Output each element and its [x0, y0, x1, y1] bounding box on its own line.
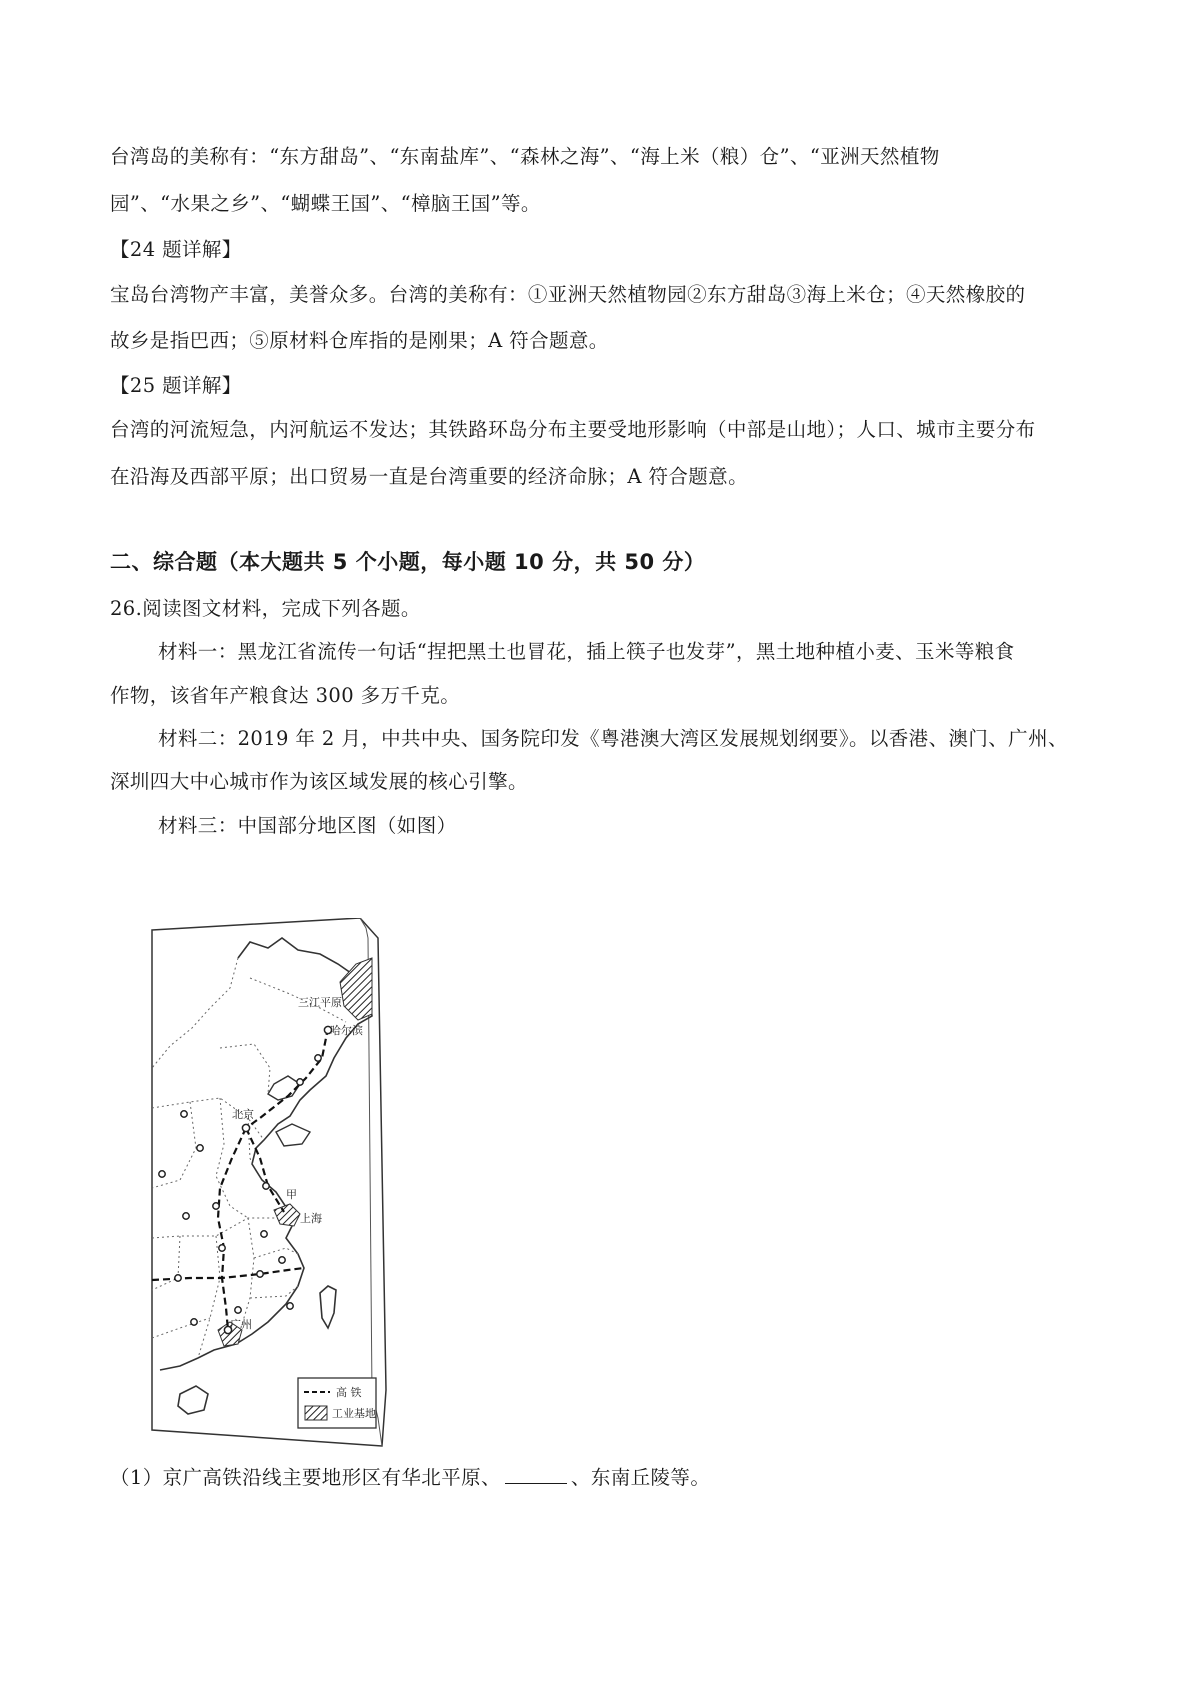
legend-industry-label: 工业基地 [332, 1407, 376, 1420]
material-1-line: 材料一：黑龙江省流传一句话“捏把黑土也冒花，插上筷子也发芽”，黑土地种植小麦、玉米等粮食 [158, 640, 1015, 663]
label-guangzhou: 广州 [230, 1318, 252, 1331]
sub-question-1-prefix: （1）京广高铁沿线主要地形区有华北平原、 [110, 1466, 501, 1489]
text-line: 在沿海及西部平原；出口贸易一直是台湾重要的经济命脉；A 符合题意。 [110, 465, 748, 488]
sub-question-1 [110, 1462, 710, 1490]
label-harbin: 哈尔滨 [330, 1024, 363, 1037]
label-jia: 甲 [286, 1188, 297, 1201]
material-1-line: 作物，该省年产粮食达 300 多万千克。 [110, 684, 461, 707]
material-2-line: 材料二：2019 年 2 月，中共中央、国务院印发《粤港澳大湾区发展规划纲要》。以香港、澳门、广州、 [158, 727, 1068, 750]
section-2-title: 二、综合题（本大题共 5 个小题，每小题 10 分，共 50 分） [110, 550, 706, 574]
material-2-line: 深圳四大中心城市作为该区域发展的核心引擎。 [110, 770, 528, 793]
china-partial-map [150, 918, 428, 1450]
sub-question-1-suffix: 、东南丘陵等。 [570, 1466, 711, 1489]
question-24-heading: 【24 题详解】 [110, 238, 242, 261]
answer-blank[interactable] [505, 1465, 567, 1484]
label-beijing: 北京 [232, 1108, 254, 1121]
label-sanjiang-plain: 三江平原 [298, 996, 342, 1009]
text-line: 台湾的河流短急，内河航运不发达；其铁路环岛分布主要受地形影响（中部是山地）；人口、城市主要分布 [110, 418, 1036, 441]
label-shanghai: 上海 [300, 1212, 322, 1225]
material-3-line: 材料三：中国部分地区图（如图） [158, 814, 457, 837]
text-line: 台湾岛的美称有：“东方甜岛”、“东南盐库”、“森林之海”、“海上米（粮）仓”、“亚洲天然植物 [110, 145, 940, 168]
map-legend [298, 1378, 376, 1428]
question-25-heading: 【25 题详解】 [110, 374, 242, 397]
legend-rail-label: 高 铁 [336, 1386, 362, 1399]
text-line: 园”、“水果之乡”、“蝴蝶王国”、“樟脑王国”等。 [110, 192, 541, 215]
text-line: 宝岛台湾物产丰富，美誉众多。台湾的美称有：①亚洲天然植物园②东方甜岛③海上米仓；④天然橡胶的 [110, 283, 1026, 306]
text-line: 故乡是指巴西；⑤原材料仓库指的是刚果；A 符合题意。 [110, 329, 609, 352]
question-26-stem: 26.阅读图文材料，完成下列各题。 [110, 597, 421, 620]
